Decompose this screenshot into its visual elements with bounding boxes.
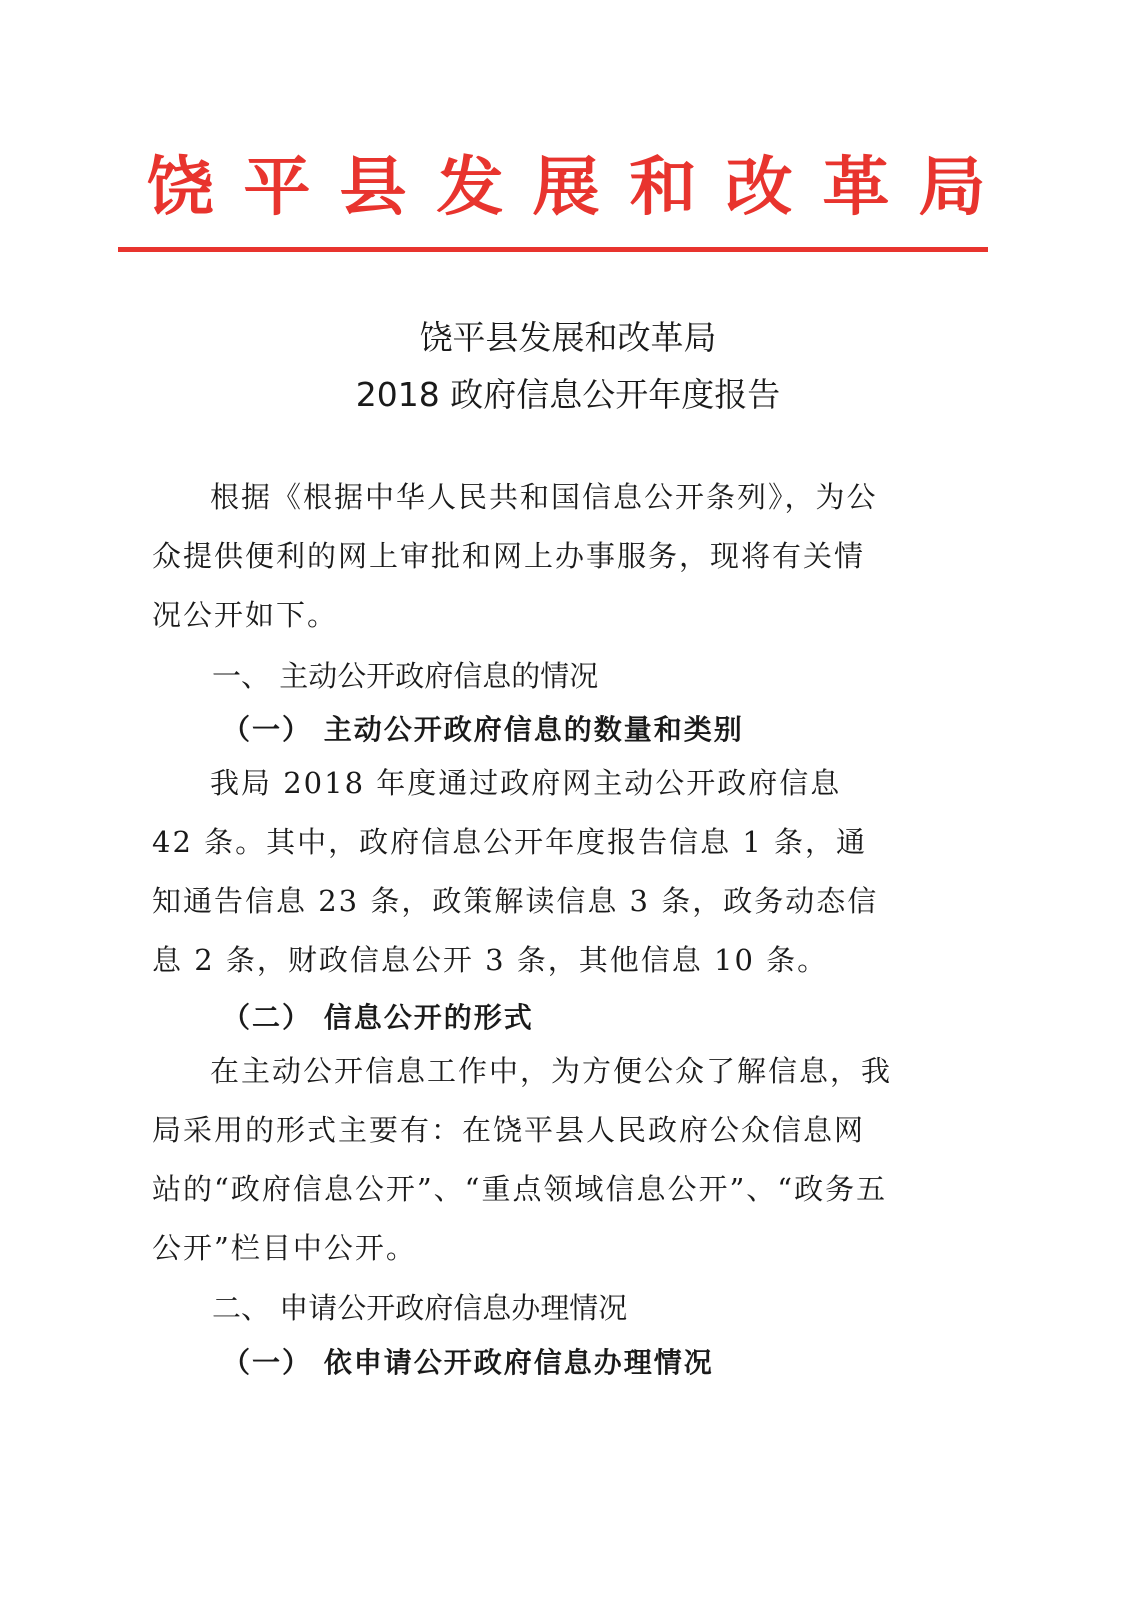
letterhead-char: 和 xyxy=(628,151,697,225)
subsection-heading: （一） 依申请公开政府信息办理情况 xyxy=(222,1346,714,1379)
letterhead-char: 发 xyxy=(435,151,504,225)
letterhead-char: 饶 xyxy=(146,151,214,225)
letterhead-char: 平 xyxy=(242,151,311,225)
subsection-heading: （一） 主动公开政府信息的数量和类别 xyxy=(222,713,744,746)
letterhead-char: 革 xyxy=(821,151,890,225)
document-title: 饶平县发展和改革局 xyxy=(419,318,717,357)
section-heading: 一、 主动公开政府信息的情况 xyxy=(212,659,599,693)
letterhead-char: 改 xyxy=(725,151,793,225)
document-subtitle: 2018 政府信息公开年度报告 xyxy=(355,375,781,414)
body-paragraph: 我局 2018 年度通过政府网主动公开政府信息 42 条。其中，政府信息公开年度报告信息 1 条，通知通告信息 23 条，政策解读信息 3 条，政务动态信息 2 条，财政信息公开 3 条，其他信息 10 条。 xyxy=(152,766,879,977)
letterhead xyxy=(148,148,984,228)
letterhead-divider xyxy=(118,247,988,252)
subsection-heading: （二） 信息公开的形式 xyxy=(222,1001,534,1034)
intro-paragraph: 根据《根据中华人民共和国信息公开条列》，为公众提供便利的网上审批和网上办事服务，现将有关情况公开如下。 xyxy=(152,480,878,632)
body-paragraph: 在主动公开信息工作中，为方便公众了解信息，我局采用的形式主要有：在饶平县人民政府公众信息网站的“政府信息公开”、“重点领域信息公开”、“政务五公开”栏目中公开。 xyxy=(152,1054,893,1265)
letterhead-char: 展 xyxy=(532,151,600,225)
section-heading: 二、 申请公开政府信息办理情况 xyxy=(212,1291,628,1325)
letterhead-char: 县 xyxy=(339,151,407,225)
letterhead-char: 局 xyxy=(918,151,986,225)
